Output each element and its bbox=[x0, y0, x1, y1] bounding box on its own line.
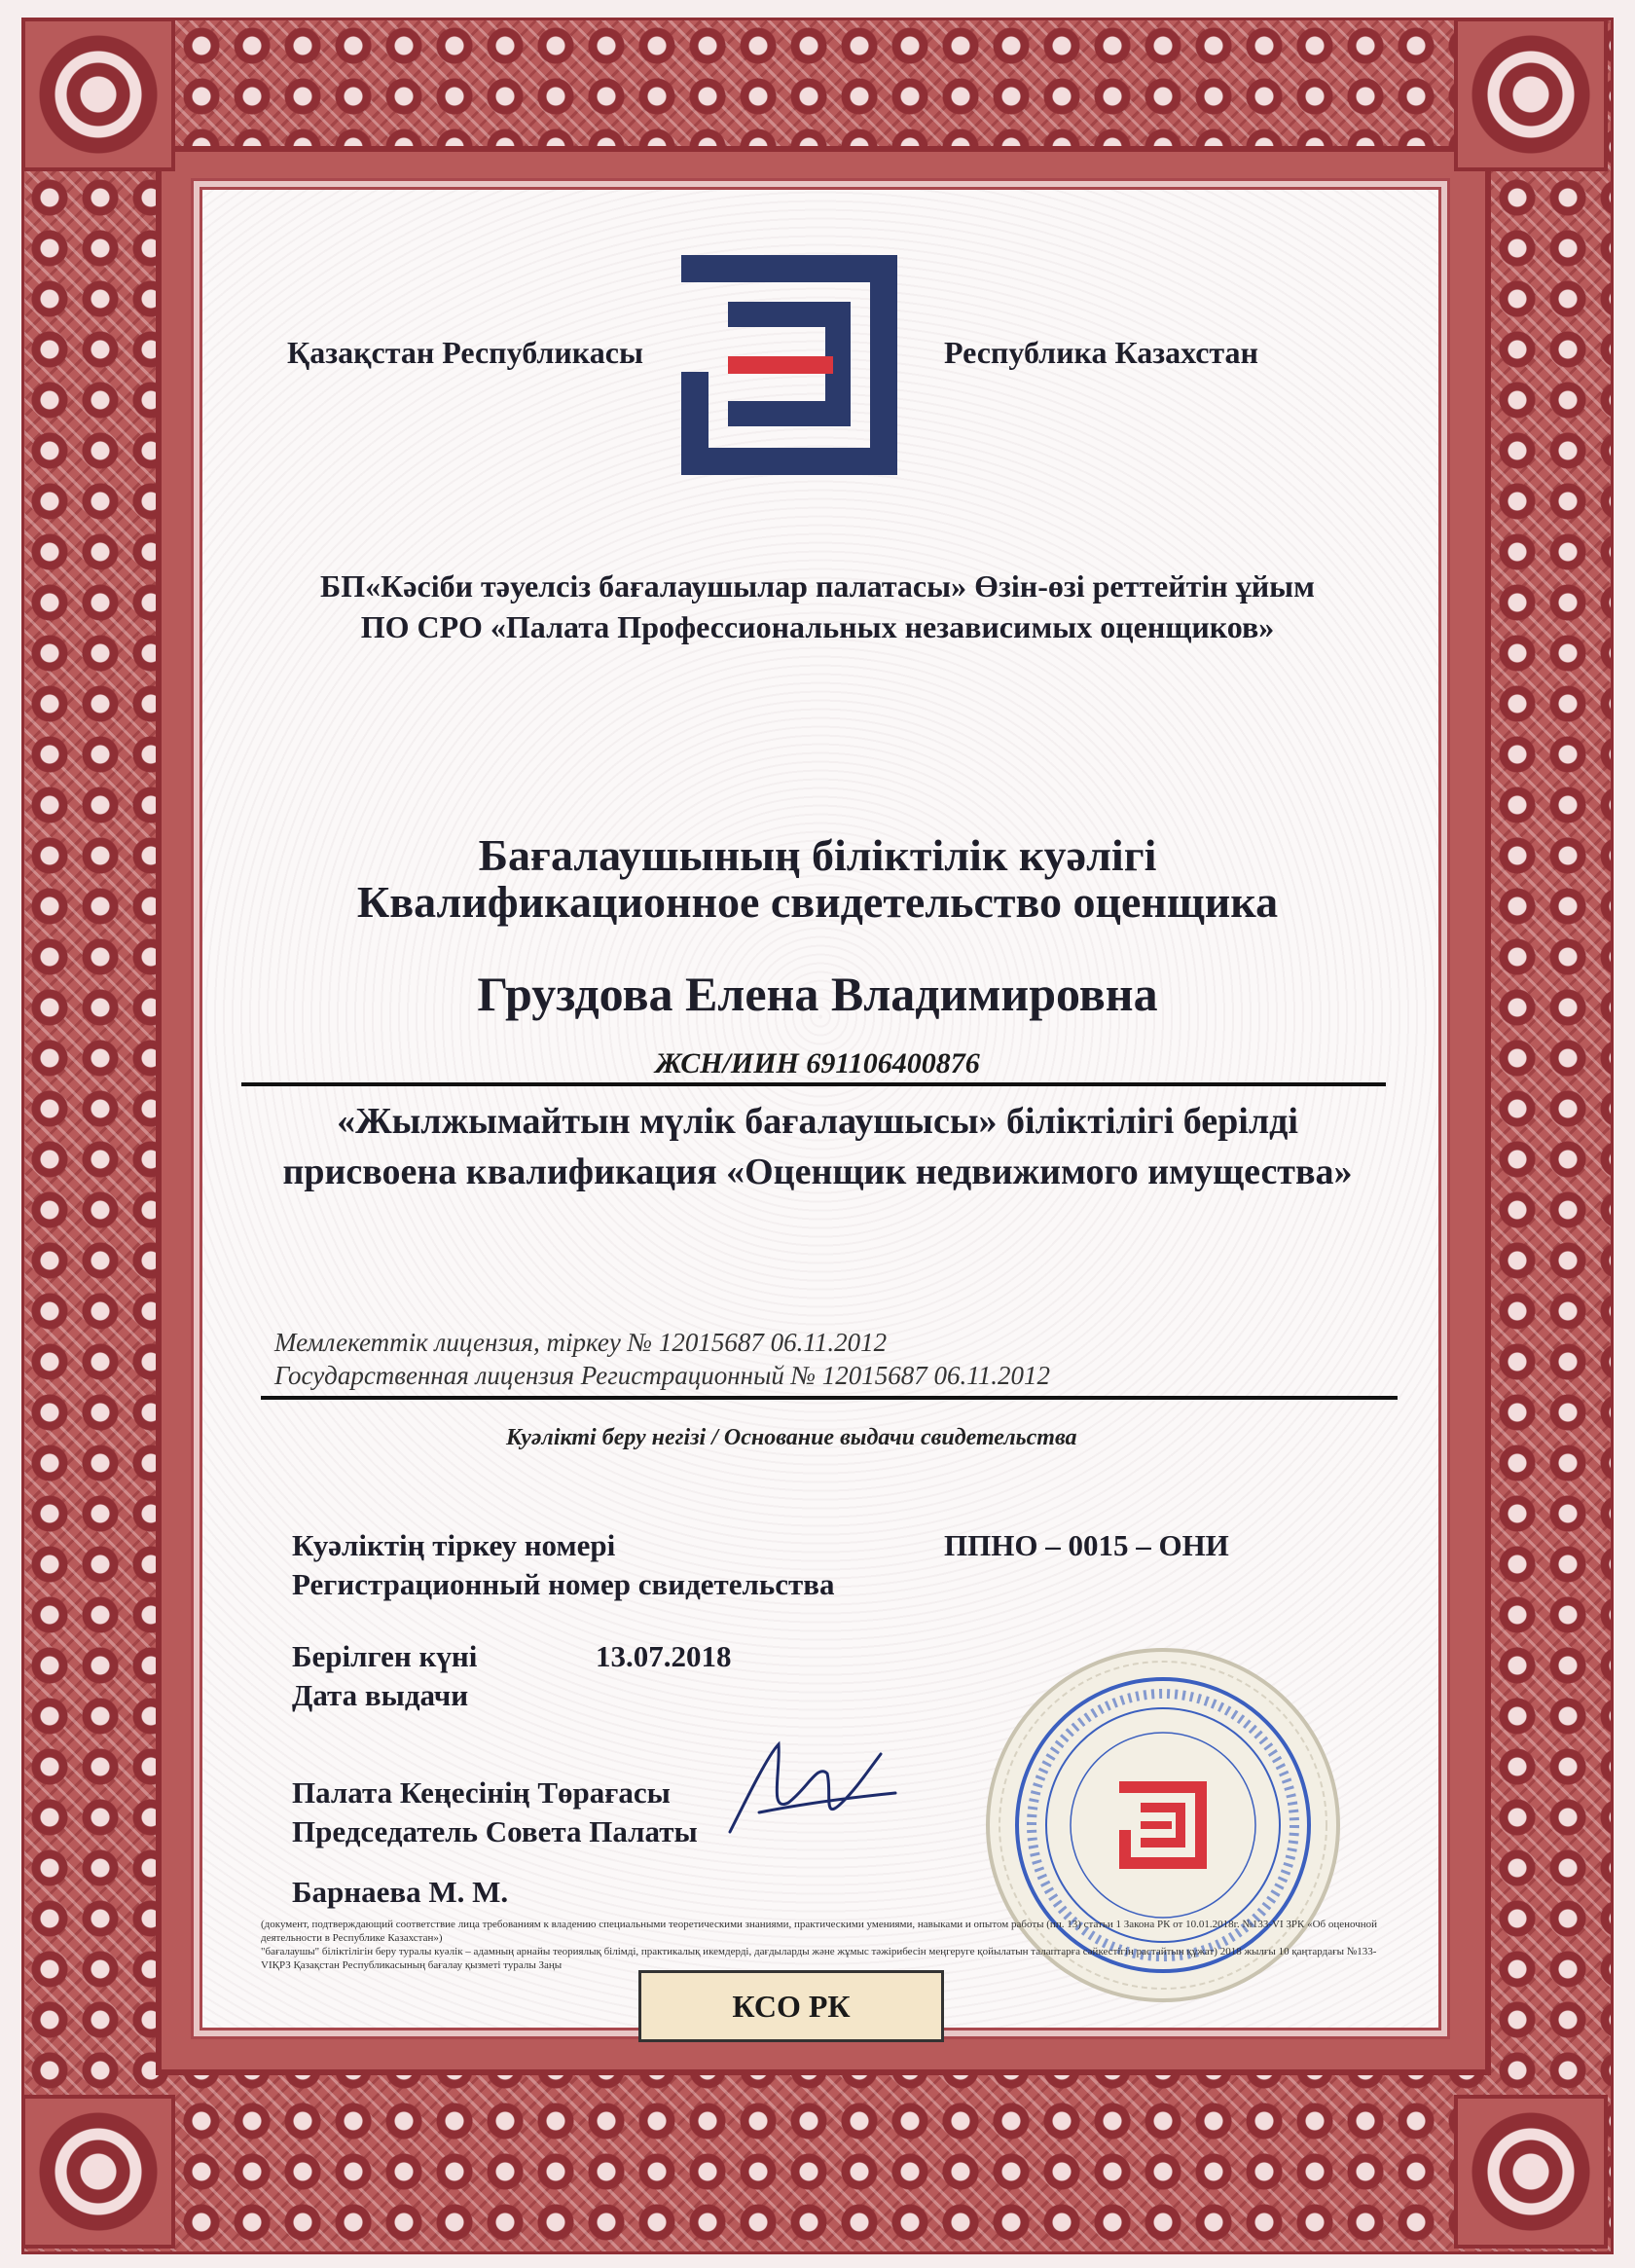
chamber-logo bbox=[681, 255, 897, 475]
ornament-corner-bottom-left bbox=[21, 2095, 175, 2249]
certificate-title-kz: Бағалаушының біліктілік куәлігі bbox=[478, 830, 1157, 880]
issue-date-label-kz: Берілген күні bbox=[292, 1639, 478, 1673]
registration-label-ru: Регистрационный номер свидетельства bbox=[292, 1567, 835, 1601]
ornament-corner-top-left bbox=[21, 18, 175, 171]
organization-name-ru: ПО СРО «Палата Профессиональных независимых оценщиков» bbox=[360, 609, 1275, 644]
header-country-ru: Республика Казахстан bbox=[944, 335, 1258, 370]
license-kz: Мемлекеттік лицензия, тіркеу № 12015687 06.11.2012 bbox=[274, 1328, 888, 1357]
qualification-ru: присвоена квалификация «Оценщик недвижимого имущества» bbox=[282, 1152, 1353, 1192]
issue-date-label-ru: Дата выдачи bbox=[292, 1678, 469, 1712]
issue-date-value: 13.07.2018 bbox=[596, 1639, 732, 1673]
footnote-ru: (документ, подтверждающий соответствие лица требованиям к владению специальными теоретическими знаниями, практическими умениями, навыками и опытом работы (пп. 13) статьи 1 Закона РК от 10.01.2018г. №133-VI ЗРК «Об оценочной деятельности в Республике Казахстан») bbox=[261, 1919, 1378, 1944]
license-ru: Государственная лицензия Регистрационный № 12015687 06.11.2012 bbox=[274, 1361, 1051, 1390]
chairman-name: Барнаева М. М. bbox=[292, 1875, 509, 1909]
chairman-title-ru: Председатель Совета Палаты bbox=[292, 1814, 698, 1848]
chairman-title-kz: Палата Кеңесінің Төрағасы bbox=[292, 1775, 671, 1810]
organization-name-kz: БП«Кәсіби тәуелсіз бағалаушылар палатасы» Өзін-өзі реттейтін ұйым bbox=[320, 568, 1315, 604]
ornament-corner-bottom-right bbox=[1454, 2095, 1608, 2249]
holder-name: Груздова Елена Владимировна bbox=[477, 967, 1158, 1021]
license-divider bbox=[261, 1396, 1398, 1400]
issuance-basis-caption: Куәлікті беру негізі / Основание выдачи свидетельства bbox=[506, 1425, 1077, 1450]
registration-number: ППНО – 0015 – ОНИ bbox=[944, 1528, 1229, 1562]
certificate-title-ru: Квалификационное свидетельство оценщика bbox=[356, 877, 1279, 927]
ornament-corner-top-right bbox=[1454, 18, 1608, 171]
divider-line bbox=[241, 1082, 1386, 1086]
holder-iin: ЖСН/ИИН 691106400876 bbox=[655, 1047, 980, 1079]
header-country-kz: Қазақстан Республикасы bbox=[287, 335, 643, 370]
qualification-kz: «Жылжымайтын мүлік бағалаушысы» біліктілігі берілді bbox=[337, 1101, 1298, 1142]
footnote-kz: "бағалаушы" біліктілігін беру туралы куәлік – адамның арнайы теориялық білімді, практикалық икемдерді, дағдыларды және жұмыс тәжірибесін меңгеруге қойылатын талаптарға сәйкестігін растайтын құжат) 2018 жылғы 10 қаңтардағы №133-VIҚРЗ Қазақстан Республикасының бағалау қызметі туралы Заңы bbox=[261, 1946, 1377, 1971]
kso-rk-badge: КСО РК bbox=[638, 1970, 944, 2042]
chairman-signature bbox=[720, 1735, 905, 1851]
registration-label-kz: Куәліктің тіркеу номері bbox=[292, 1528, 616, 1562]
